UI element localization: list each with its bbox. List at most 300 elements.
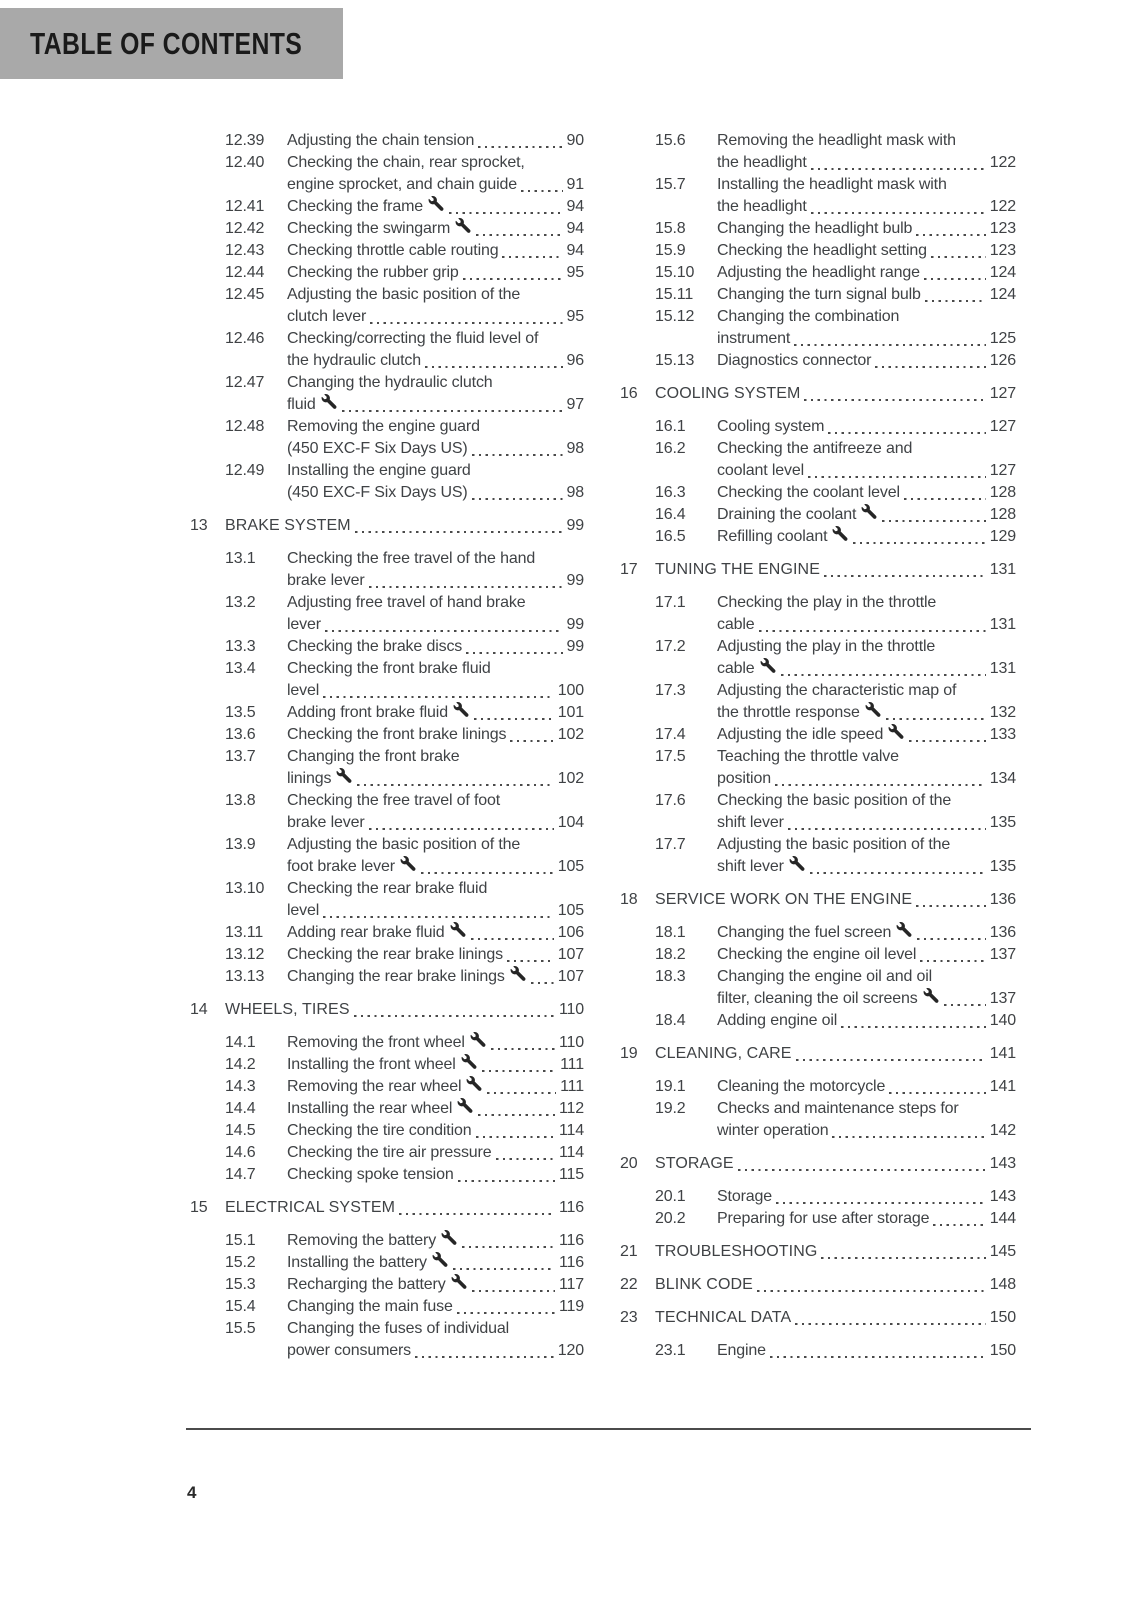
section-number: 13.10 xyxy=(225,880,265,897)
section-content xyxy=(287,284,584,328)
page-ref: 116 xyxy=(558,1254,584,1271)
section-number: 17.6 xyxy=(655,792,686,809)
section-title-line xyxy=(717,812,1016,834)
section-title-text: Adjusting the idle speed xyxy=(717,726,884,743)
chapter-title: COOLING SYSTEM xyxy=(655,385,801,402)
page-ref: 104 xyxy=(557,814,584,831)
chapter-title: SERVICE WORK ON THE ENGINE xyxy=(655,891,913,908)
toc-section-entry xyxy=(655,1186,1016,1208)
section-content xyxy=(717,240,1016,262)
dot-leader xyxy=(916,234,986,236)
page-ref: 91 xyxy=(566,176,584,193)
section-number: 14.1 xyxy=(225,1034,256,1051)
section-title-line xyxy=(287,130,584,152)
section-title-line: Changing the front brake xyxy=(287,748,460,765)
dot-leader xyxy=(369,586,563,588)
section-title-text: Checking the coolant level xyxy=(717,484,900,501)
section-title-line xyxy=(287,614,584,636)
toc-section-entry xyxy=(225,240,584,262)
dot-leader xyxy=(323,696,554,698)
section-number: 17.2 xyxy=(655,638,686,655)
dot-leader xyxy=(355,531,563,533)
section-content xyxy=(717,636,1016,680)
page-ref: 144 xyxy=(989,1210,1016,1227)
section-content xyxy=(287,328,584,372)
page-ref: 114 xyxy=(558,1144,584,1161)
toc-section-entry xyxy=(225,1230,584,1252)
section-title-text: Changing the main fuse xyxy=(287,1298,453,1315)
page-ref: 129 xyxy=(989,528,1016,545)
toc-section-entry xyxy=(225,702,584,724)
dot-leader xyxy=(944,1004,986,1006)
section-title-line xyxy=(717,988,1016,1010)
section-title-line: Removing the headlight mask with xyxy=(717,132,956,149)
section-title-text: Removing the front wheel xyxy=(287,1034,465,1051)
section-title-text: Changing the headlight bulb xyxy=(717,220,913,237)
toc-section-entry xyxy=(225,1296,584,1318)
dot-leader xyxy=(811,168,986,170)
wrench-icon xyxy=(400,856,416,871)
chapter-title: ELECTRICAL SYSTEM xyxy=(225,1199,396,1216)
toc-section-entry xyxy=(655,174,1016,218)
section-title-text: foot brake lever xyxy=(287,858,395,875)
chapter-title: TECHNICAL DATA xyxy=(655,1309,792,1326)
toc-section-entry xyxy=(655,790,1016,834)
section-number: 12.46 xyxy=(225,330,265,347)
section-content xyxy=(717,284,1016,306)
page-ref: 126 xyxy=(989,352,1016,369)
section-title-line xyxy=(717,658,1016,680)
toc-chapter-entry xyxy=(620,383,1016,405)
section-title-line: Checking the rear brake fluid xyxy=(287,880,488,897)
dot-leader xyxy=(821,1257,985,1259)
dot-leader xyxy=(810,872,986,874)
section-content xyxy=(287,944,584,966)
wrench-icon xyxy=(428,196,444,211)
section-title-line: Checking the chain, rear sprocket, xyxy=(287,154,525,171)
section-title-line xyxy=(287,1252,584,1274)
section-content xyxy=(287,724,584,746)
section-title-line xyxy=(287,1032,584,1054)
section-number: 16.5 xyxy=(655,528,686,545)
chapter-number: 19 xyxy=(620,1045,638,1062)
toc-section-entry xyxy=(225,284,584,328)
chapter-number: 18 xyxy=(620,891,638,908)
page-ref: 96 xyxy=(566,352,584,369)
section-title-line xyxy=(717,284,1016,306)
section-content xyxy=(717,1098,1016,1142)
section-content xyxy=(717,592,1016,636)
chapter-number: 20 xyxy=(620,1155,638,1172)
section-title-text: Adding rear brake fluid xyxy=(287,924,445,941)
wrench-icon xyxy=(510,966,526,981)
page-ref: 99 xyxy=(566,517,584,534)
section-number: 13.13 xyxy=(225,968,265,985)
section-title-line: Checking/correcting the fluid level of xyxy=(287,330,539,347)
page-ref: 97 xyxy=(566,396,584,413)
toc-column-right xyxy=(620,130,1016,1362)
dot-leader xyxy=(828,432,985,434)
section-number: 13.1 xyxy=(225,550,256,567)
page-ref: 150 xyxy=(989,1309,1016,1326)
page-ref: 111 xyxy=(560,1078,584,1095)
page-ref: 99 xyxy=(566,638,584,655)
section-content xyxy=(717,482,1016,504)
section-number: 15.10 xyxy=(655,264,695,281)
page-ref: 143 xyxy=(989,1155,1016,1172)
toc-section-entry xyxy=(225,834,584,878)
section-title-line xyxy=(717,1186,1016,1208)
page-ref: 107 xyxy=(557,946,584,963)
section-title-line: Adjusting the basic position of the xyxy=(717,836,951,853)
section-content xyxy=(287,922,584,944)
section-title-text: cable xyxy=(717,660,755,677)
page-ref: 125 xyxy=(989,330,1016,347)
dot-leader xyxy=(466,652,562,654)
dot-leader xyxy=(759,630,986,632)
toc-section-entry xyxy=(225,548,584,592)
section-title-line: Removing the engine guard xyxy=(287,418,480,435)
dot-leader xyxy=(342,410,563,412)
dot-leader xyxy=(808,476,986,478)
section-content xyxy=(717,438,1016,482)
section-title-line: Adjusting free travel of hand brake xyxy=(287,594,526,611)
wrench-icon xyxy=(461,1054,477,1069)
page-ref: 133 xyxy=(989,726,1016,743)
section-title-line xyxy=(287,1164,584,1186)
toc-section-entry xyxy=(655,306,1016,350)
section-title-text: level xyxy=(287,902,320,919)
section-content xyxy=(717,526,1016,548)
dot-leader xyxy=(458,1180,555,1182)
section-title-line xyxy=(287,306,584,328)
section-title-line xyxy=(287,900,584,922)
dot-leader xyxy=(496,1158,555,1160)
toc-section-entry xyxy=(655,218,1016,240)
page-ref: 98 xyxy=(566,440,584,457)
toc-section-entry xyxy=(655,526,1016,548)
section-title-text: shift lever xyxy=(717,814,784,831)
toc-chapter-entry xyxy=(190,999,584,1021)
page-ref: 141 xyxy=(989,1045,1016,1062)
section-title-line xyxy=(717,614,1016,636)
section-title-text: Storage xyxy=(717,1188,772,1205)
section-title-text: the throttle response xyxy=(717,704,860,721)
section-content xyxy=(717,746,1016,790)
section-number: 12.45 xyxy=(225,286,265,303)
dot-leader xyxy=(472,454,563,456)
section-title-line xyxy=(287,438,584,460)
section-title-line xyxy=(287,636,584,658)
section-content xyxy=(717,504,1016,526)
toc-section-entry xyxy=(225,218,584,240)
section-title-text: cable xyxy=(717,616,755,633)
page-ref: 90 xyxy=(566,132,584,149)
toc-section-entry xyxy=(655,1340,1016,1362)
section-title-line xyxy=(717,1120,1016,1142)
section-title-line xyxy=(287,1098,584,1120)
page-ref: 122 xyxy=(989,198,1016,215)
toc-section-entry xyxy=(655,1010,1016,1032)
section-number: 14.5 xyxy=(225,1122,256,1139)
section-number: 15.6 xyxy=(655,132,686,149)
section-number: 14.7 xyxy=(225,1166,256,1183)
section-title-text: Adding engine oil xyxy=(717,1012,838,1029)
section-number: 14.4 xyxy=(225,1100,256,1117)
toc-section-entry xyxy=(225,1274,584,1296)
page-ref: 127 xyxy=(989,418,1016,435)
section-content xyxy=(717,944,1016,966)
chapter-title: WHEELS, TIRES xyxy=(225,1001,350,1018)
section-title-text: Removing the battery xyxy=(287,1232,437,1249)
section-title-text: Checking the brake discs xyxy=(287,638,463,655)
section-title-line xyxy=(287,1340,584,1362)
section-number: 14.3 xyxy=(225,1078,256,1095)
section-title-line xyxy=(717,482,1016,504)
toc-section-entry xyxy=(225,592,584,636)
section-title-text: Checking the swingarm xyxy=(287,220,451,237)
section-title-line xyxy=(287,944,584,966)
dot-leader xyxy=(453,1268,555,1270)
section-content xyxy=(287,702,584,724)
section-title-line: Changing the fuses of individual xyxy=(287,1320,510,1337)
section-number: 12.40 xyxy=(225,154,265,171)
dot-leader xyxy=(369,828,554,830)
section-title-line xyxy=(287,1120,584,1142)
page-ref: 131 xyxy=(989,616,1016,633)
toc-section-entry xyxy=(225,636,584,658)
page-ref: 106 xyxy=(557,924,584,941)
section-number: 13.6 xyxy=(225,726,256,743)
section-number: 13.3 xyxy=(225,638,256,655)
wrench-icon xyxy=(450,922,466,937)
toc-section-entry xyxy=(225,1120,584,1142)
section-title-line xyxy=(717,350,1016,372)
section-content xyxy=(287,262,584,284)
section-content xyxy=(287,1296,584,1318)
dot-leader xyxy=(421,872,554,874)
page-ref: 135 xyxy=(989,858,1016,875)
wrench-icon xyxy=(861,504,877,519)
toc-section-entry xyxy=(225,1164,584,1186)
section-title-line xyxy=(287,240,584,262)
page-ref: 140 xyxy=(989,1012,1016,1029)
dot-leader xyxy=(323,916,554,918)
section-title-line xyxy=(287,922,584,944)
section-number: 15.12 xyxy=(655,308,695,325)
section-title-line xyxy=(287,482,584,504)
section-number: 14.6 xyxy=(225,1144,256,1161)
dot-leader xyxy=(804,399,985,401)
dot-leader xyxy=(889,1092,986,1094)
section-title-line xyxy=(287,394,584,416)
toc-section-entry xyxy=(655,284,1016,306)
section-title-text: Diagnostics connector xyxy=(717,352,872,369)
section-number: 12.41 xyxy=(225,198,265,215)
wrench-icon xyxy=(455,218,471,233)
section-content xyxy=(717,922,1016,944)
section-title-line: Checking the free travel of the hand xyxy=(287,550,536,567)
page-title: TABLE OF CONTENTS xyxy=(30,25,303,61)
toc-section-entry xyxy=(225,922,584,944)
section-number: 15.8 xyxy=(655,220,686,237)
section-title-text: instrument xyxy=(717,330,791,347)
section-number: 19.2 xyxy=(655,1100,686,1117)
chapter-number: 15 xyxy=(190,1199,208,1216)
toc-section-entry xyxy=(655,416,1016,438)
dot-leader xyxy=(886,718,986,720)
section-title-line xyxy=(287,174,584,196)
toc-section-entry xyxy=(225,658,584,702)
dot-leader xyxy=(491,1048,555,1050)
section-title-text: Checking the engine oil level xyxy=(717,946,917,963)
wrench-icon xyxy=(760,658,776,673)
section-title-text: Checking the rear brake linings xyxy=(287,946,503,963)
section-content xyxy=(287,1054,584,1076)
chapter-title: BLINK CODE xyxy=(655,1276,753,1293)
page-ref: 99 xyxy=(566,616,584,633)
section-title-line xyxy=(717,1010,1016,1032)
dot-leader xyxy=(757,1290,986,1292)
section-content xyxy=(287,218,584,240)
page-ref: 110 xyxy=(558,1001,584,1018)
dot-leader xyxy=(457,1312,555,1314)
section-title-text: coolant level xyxy=(717,462,804,479)
section-title-text: shift lever xyxy=(717,858,784,875)
toc-section-entry xyxy=(655,922,1016,944)
section-number: 23.1 xyxy=(655,1342,686,1359)
toc-section-entry xyxy=(225,1098,584,1120)
chapter-title: TUNING THE ENGINE xyxy=(655,561,820,578)
dot-leader xyxy=(474,718,554,720)
page-ref: 127 xyxy=(989,462,1016,479)
dot-leader xyxy=(925,300,986,302)
chapter-number: 23 xyxy=(620,1309,638,1326)
toc-chapter-entry xyxy=(190,515,584,537)
section-title-text: Draining the coolant xyxy=(717,506,857,523)
section-content xyxy=(287,1230,584,1252)
dot-leader xyxy=(794,344,986,346)
section-title-line xyxy=(717,460,1016,482)
toc-section-entry xyxy=(225,790,584,834)
chapter-number: 14 xyxy=(190,1001,208,1018)
section-content xyxy=(287,196,584,218)
section-title-text: Checking the front brake linings xyxy=(287,726,507,743)
section-title-line xyxy=(717,328,1016,350)
section-number: 13.9 xyxy=(225,836,256,853)
toc-section-entry xyxy=(225,944,584,966)
section-number: 16.4 xyxy=(655,506,686,523)
section-title-line: Changing the hydraulic clutch xyxy=(287,374,493,391)
section-title-text: Adding front brake fluid xyxy=(287,704,448,721)
section-title-line: Changing the combination xyxy=(717,308,900,325)
dot-leader xyxy=(924,278,986,280)
wrench-icon xyxy=(865,702,881,717)
toc-section-entry xyxy=(225,746,584,790)
section-number: 12.47 xyxy=(225,374,265,391)
section-number: 17.7 xyxy=(655,836,686,853)
section-title-line xyxy=(717,768,1016,790)
dot-leader xyxy=(462,1246,555,1248)
page-ref: 99 xyxy=(566,572,584,589)
page-ref: 136 xyxy=(989,891,1016,908)
section-title-text: Recharging the battery xyxy=(287,1276,446,1293)
section-number: 12.42 xyxy=(225,220,265,237)
section-title-text: Installing the front wheel xyxy=(287,1056,456,1073)
section-number: 13.4 xyxy=(225,660,256,677)
section-title-line xyxy=(287,812,584,834)
page-ref: 95 xyxy=(566,308,584,325)
section-title-text: Checking throttle cable routing xyxy=(287,242,499,259)
section-title-line xyxy=(717,944,1016,966)
toc-column-left xyxy=(190,130,584,1362)
page-ref: 95 xyxy=(566,264,584,281)
section-content xyxy=(717,1340,1016,1362)
dot-leader xyxy=(425,366,563,368)
page-ref: 102 xyxy=(557,770,584,787)
section-number: 20.1 xyxy=(655,1188,686,1205)
section-number: 17.4 xyxy=(655,726,686,743)
page-ref: 110 xyxy=(558,1034,584,1051)
section-content xyxy=(287,1120,584,1142)
section-title-line xyxy=(287,856,584,878)
toc-section-entry xyxy=(655,504,1016,526)
section-content xyxy=(287,834,584,878)
dot-leader xyxy=(770,1356,986,1358)
section-title-line xyxy=(287,1142,584,1164)
dot-leader xyxy=(904,498,986,500)
page-ref: 119 xyxy=(558,1298,584,1315)
toc-section-entry xyxy=(225,878,584,922)
toc-section-entry xyxy=(655,834,1016,878)
wrench-icon xyxy=(789,856,805,871)
page-ref: 136 xyxy=(989,924,1016,941)
section-title-text: linings xyxy=(287,770,332,787)
section-title-line xyxy=(287,262,584,284)
dot-leader xyxy=(449,212,562,214)
section-content xyxy=(287,152,584,196)
page-ref: 150 xyxy=(989,1342,1016,1359)
page-ref: 143 xyxy=(989,1188,1016,1205)
page-ref: 135 xyxy=(989,814,1016,831)
section-title-line xyxy=(717,504,1016,526)
section-title-line: Checks and maintenance steps for xyxy=(717,1100,959,1117)
section-number: 15.13 xyxy=(655,352,695,369)
wrench-icon xyxy=(457,1098,473,1113)
section-title-line: Checking the free travel of foot xyxy=(287,792,501,809)
dot-leader xyxy=(531,982,554,984)
page-ref: 94 xyxy=(566,198,584,215)
section-title-text: (450 EXC-F Six Days US) xyxy=(287,484,468,501)
dot-leader xyxy=(738,1169,986,1171)
toc-section-entry xyxy=(655,482,1016,504)
section-title-line xyxy=(717,262,1016,284)
section-content xyxy=(717,174,1016,218)
section-title-line: Checking the antifreeze and xyxy=(717,440,913,457)
toc-chapter-entry xyxy=(620,889,1016,911)
section-title-line xyxy=(717,1076,1016,1098)
section-title-text: Installing the rear wheel xyxy=(287,1100,453,1117)
section-title-text: Refilling coolant xyxy=(717,528,828,545)
section-title-line xyxy=(717,218,1016,240)
section-number: 15.1 xyxy=(225,1232,256,1249)
section-title-line xyxy=(717,724,1016,746)
section-number: 12.39 xyxy=(225,132,265,149)
dot-leader xyxy=(472,1290,555,1292)
section-content xyxy=(287,636,584,658)
section-title-line: Installing the engine guard xyxy=(287,462,471,479)
section-title-line xyxy=(287,1230,584,1252)
